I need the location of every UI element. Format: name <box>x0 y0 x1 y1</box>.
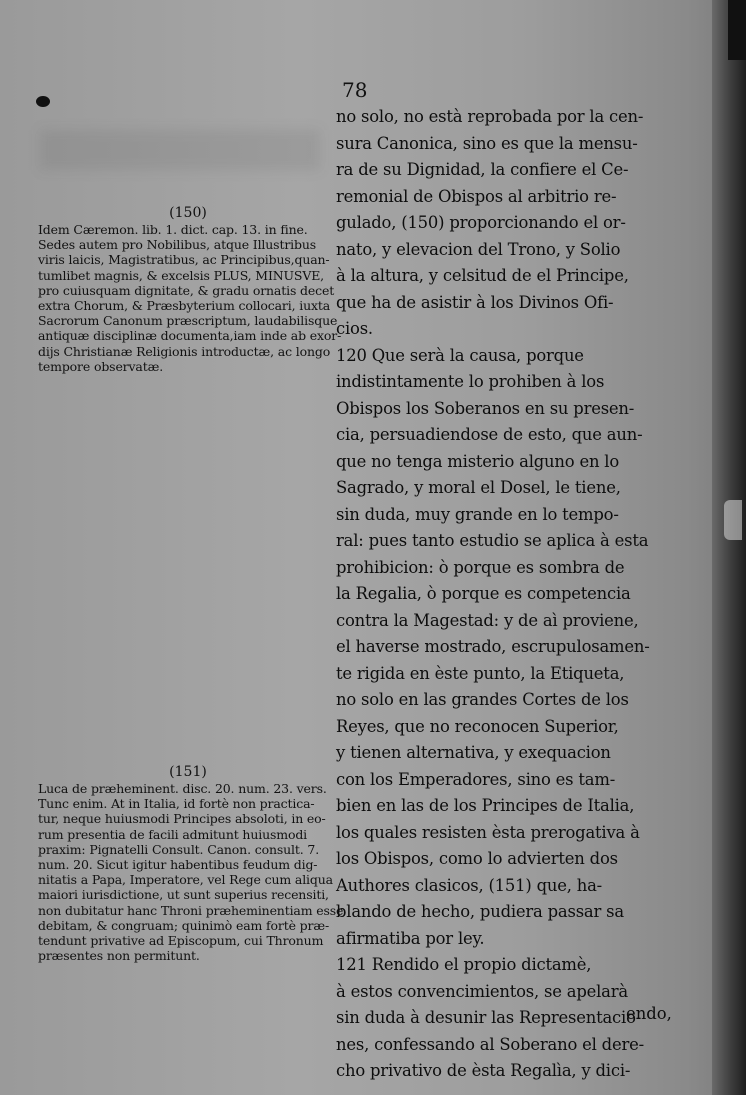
footnote-line: Luca de præheminent. disc. 20. num. 23. vers. <box>38 781 327 796</box>
footnote-line: tur, neque huiusmodi Principes absoloti, in eo- <box>38 811 326 827</box>
page-edge <box>712 0 746 1095</box>
text-line: à estos convencimientos, se apelarà <box>336 981 628 1001</box>
text-line: Reyes, que no reconocen Superior, <box>336 716 619 736</box>
footnote-line: rum presentia de facili admitunt huiusmodi <box>38 826 308 842</box>
footnote-line: maiori iurisdictione, ut sunt superius recensiti, <box>38 887 329 903</box>
footnote-line: antiquæ disciplinæ documenta,iam inde ab exor- <box>38 328 342 344</box>
binding-strip <box>728 0 746 60</box>
text-line: contra la Magestad: y de aì proviene, <box>336 610 639 630</box>
footnote-150 <box>38 205 342 374</box>
text-line: remonial de Obispos al arbitrio re- <box>336 186 617 206</box>
main-text-column <box>336 104 666 1085</box>
footnote-number: (151) <box>169 764 207 780</box>
footnote-line: pro cuiusquam dignitate, & gradu ornatis decet <box>38 282 335 298</box>
ink-blot <box>36 96 50 107</box>
footnote-line: praxim: Pignatelli Consult. Canon. consult. 7. <box>38 841 320 857</box>
footnote-line: non dubitatur hanc Throni præheminentiam esse <box>38 902 344 918</box>
text-line: nes, confessando al Soberano el dere- <box>336 1034 644 1054</box>
text-line: no solo en las grandes Cortes de los <box>336 690 629 709</box>
text-line: no solo, no està reprobada por la cen- <box>336 107 644 126</box>
text-line: los Obispos, como lo advierten dos <box>336 849 618 868</box>
footnote-line: viris laicis, Magistratibus, ac Principibus,quan- <box>38 252 330 268</box>
footnote-line: tempore observatæ. <box>38 358 164 374</box>
paper-tab <box>724 500 742 540</box>
text-line: ra de su Dignidad, la confiere el Ce- <box>336 160 629 179</box>
footnote-line: Sacrorum Canonum præscriptum, laudabilisque <box>38 313 338 329</box>
text-line: Authores clasicos, (151) que, ha- <box>336 875 603 895</box>
footnote-number: (150) <box>169 205 207 221</box>
text-line: que ha de asistir à los Divinos Ofi- <box>336 292 614 312</box>
text-line: 120 Que serà la causa, porque <box>336 345 584 365</box>
footnote-line: tumlibet magnis, & excelsis PLUS, MINUSVE, <box>38 267 325 283</box>
text-line: te rigida en èste punto, la Etiqueta, <box>336 663 625 683</box>
footnote-line: debitam, & congruam; quinimò eam fortè præ- <box>38 917 330 933</box>
footnote-151 <box>38 764 344 964</box>
text-line: prohibicion: ò porque es sombra de <box>336 557 625 577</box>
footnote-line: extra Chorum, & Præsbyterium collocari, iuxta <box>38 298 331 314</box>
text-line: Sagrado, y moral el Dosel, le tiene, <box>336 478 621 497</box>
footnote-line: Tunc enim. At in Italia, id fortè non practica- <box>38 796 315 812</box>
text-line: blando de hecho, pudiera passar sa <box>336 902 624 921</box>
bleed-through <box>40 130 320 170</box>
text-line: 121 Rendido el propio dictamè, <box>336 955 592 974</box>
text-line: Obispos los Soberanos en su presen- <box>336 398 635 418</box>
text-line: gulado, (150) proporcionando el or- <box>336 213 626 232</box>
footnote-line: num. 20. Sicut igitur habentibus feudum dig- <box>38 857 318 873</box>
text-line: à la altura, y celsitud de el Principe, <box>336 266 629 285</box>
text-line: ral: pues tanto estudio se aplica à esta <box>336 531 649 550</box>
text-line: que no tenga misterio alguno en lo <box>336 451 620 471</box>
text-line: el haverse mostrado, escrupulosamen- <box>336 637 650 656</box>
text-line: cia, persuadiendose de esto, que aun- <box>336 425 643 444</box>
text-line: sin duda, muy grande en lo tempo- <box>336 504 619 524</box>
text-line: cios. <box>336 319 373 338</box>
footnote-line: Sedes autem pro Nobilibus, atque Illustribus <box>38 237 317 253</box>
footnote-line: tendunt privative ad Episcopum, cui Thronum <box>38 933 324 949</box>
text-line: la Regalia, ò porque es competencia <box>336 584 631 603</box>
text-line: afirmatiba por ley. <box>336 928 485 948</box>
text-line: los quales resisten èsta prerogativa à <box>336 822 640 842</box>
footnote-line: dijs Christianæ Religionis introductæ, ac longo <box>38 343 331 359</box>
text-line: bien en las de los Principes de Italia, <box>336 796 635 815</box>
footnote-line: præsentes non permitunt. <box>38 948 200 964</box>
footnote-line: Idem Cæremon. lib. 1. dict. cap. 13. in fine. <box>38 222 308 237</box>
text-line: con los Emperadores, sino es tam- <box>336 769 616 789</box>
footnote-line: nitatis a Papa, Imperatore, vel Rege cum aliqua <box>38 872 333 888</box>
text-line: nato, y elevacion del Trono, y Solio <box>336 239 621 259</box>
text-line: indistintamente lo prohiben à los <box>336 372 605 391</box>
catchword: endo, <box>626 1004 672 1023</box>
text-line: y tienen alternativa, y exequacion <box>336 743 611 762</box>
text-line: sin duda à desunir las Representacio- <box>336 1008 642 1027</box>
text-line: cho privativo de èsta Regalìa, y dici- <box>336 1061 631 1080</box>
text-line: sura Canonica, sino es que la mensu- <box>336 133 638 153</box>
page-number: 78 <box>342 78 368 102</box>
